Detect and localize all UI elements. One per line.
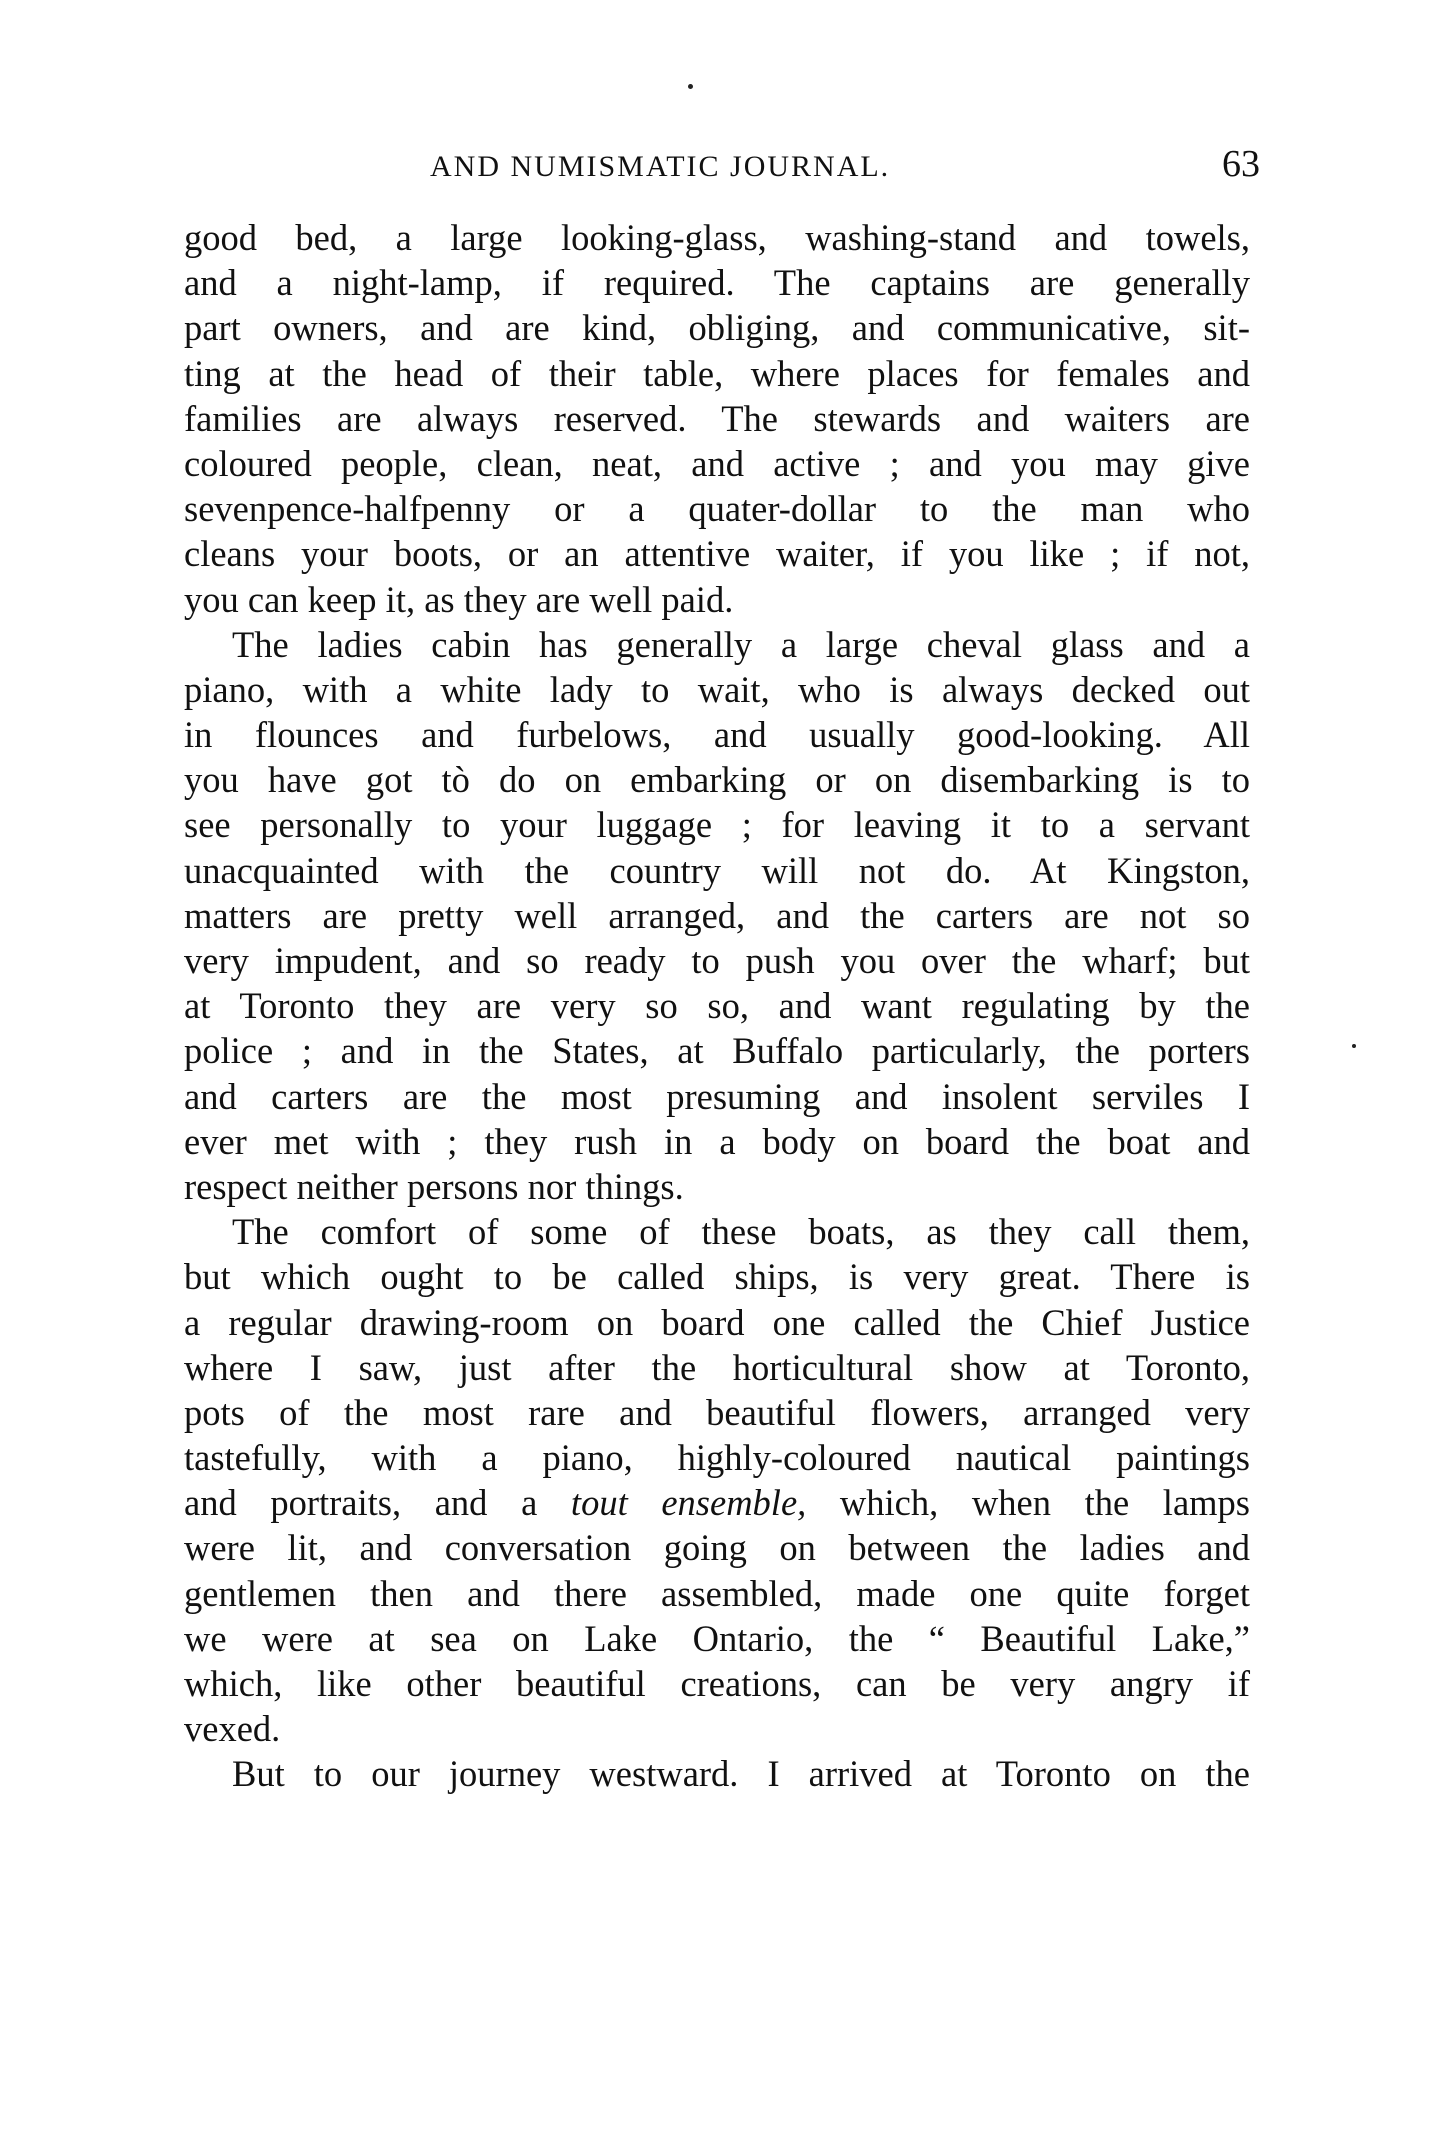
line-tail: which, when the lamps [806, 1482, 1250, 1524]
text-line: very impudent, and so ready to push you over the wharf; but [184, 940, 1250, 981]
text-line: ting at the head of their table, where places for females and [184, 352, 1250, 394]
text-line: good bed, a large looking-glass, washing-stand and towels, [184, 217, 1250, 258]
text-line: at Toronto they are very so so, and want regulating by the [184, 985, 1250, 1027]
line-head: and portraits, and a [184, 1482, 571, 1524]
paragraph-start-line: The ladies cabin has generally a large cheval glass and a [232, 623, 1250, 665]
text-line: police ; and in the States, at Buffalo particularly, the porters [184, 1030, 1250, 1072]
text-line: ever met with ; they rush in a body on board the boat and [184, 1120, 1250, 1162]
ink-speck [688, 84, 693, 89]
text-line: you have got tò do on embarking or on disembarking is to [184, 759, 1250, 801]
paragraph-start-line: But to our journey westward. I arrived at Toronto on the [232, 1753, 1250, 1795]
text-line: cleans your boots, or an attentive waiter, if you like ; if not, [184, 533, 1250, 575]
text-line: tastefully, with a piano, highly-coloured nautical paintings [184, 1437, 1250, 1479]
text-line: piano, with a white lady to wait, who is always decked out [184, 668, 1250, 710]
text-line: gentlemen then and there assembled, made one quite forget [184, 1572, 1250, 1614]
text-line: respect neither persons nor things. [184, 1165, 684, 1207]
text-line: we were at sea on Lake Ontario, the “ Beautiful Lake,” [184, 1617, 1250, 1659]
text-line: sevenpence-halfpenny or a quater-dollar to the man who [184, 488, 1250, 530]
paragraph-start-line: The comfort of some of these boats, as they call them, [232, 1211, 1250, 1253]
text-line: a regular drawing-room on board one called the Chief Justice [184, 1301, 1250, 1343]
running-header [180, 142, 1260, 192]
text-line-with-italic [184, 1480, 1250, 1525]
text-line: and a night-lamp, if required. The captains are generally [184, 262, 1250, 304]
page-number: 63 [1222, 143, 1260, 185]
text-line: pots of the most rare and beautiful flowers, arranged very [184, 1391, 1250, 1433]
text-line: matters are pretty well arranged, and the carters are not so [184, 894, 1250, 936]
body-text [184, 215, 1250, 1797]
text-line: which, like other beautiful creations, can be very angry if [184, 1663, 1250, 1704]
text-line: in flounces and furbelows, and usually good-looking. All [184, 714, 1250, 756]
text-line: where I saw, just after the horticultural show at Toronto, [184, 1346, 1250, 1388]
text-line: you can keep it, as they are well paid. [184, 578, 734, 620]
running-title: AND NUMISMATIC JOURNAL. [430, 150, 891, 183]
text-line: vexed. [184, 1708, 281, 1750]
text-line: but which ought to be called ships, is very great. There is [184, 1256, 1250, 1298]
text-line: and carters are the most presuming and insolent serviles I [184, 1075, 1250, 1117]
text-line: unacquainted with the country will not do. At Kingston, [184, 849, 1250, 891]
ink-speck [1352, 1044, 1356, 1048]
text-line: were lit, and conversation going on between the ladies and [184, 1527, 1250, 1569]
text-line: see personally to your luggage ; for leaving it to a servant [184, 804, 1250, 846]
text-line: part owners, and are kind, obliging, and communicative, sit- [184, 307, 1250, 349]
italic-phrase: tout ensemble, [570, 1482, 807, 1524]
text-line: coloured people, clean, neat, and active ; and you may give [184, 442, 1250, 484]
text-line: families are always reserved. The stewards and waiters are [184, 397, 1250, 439]
